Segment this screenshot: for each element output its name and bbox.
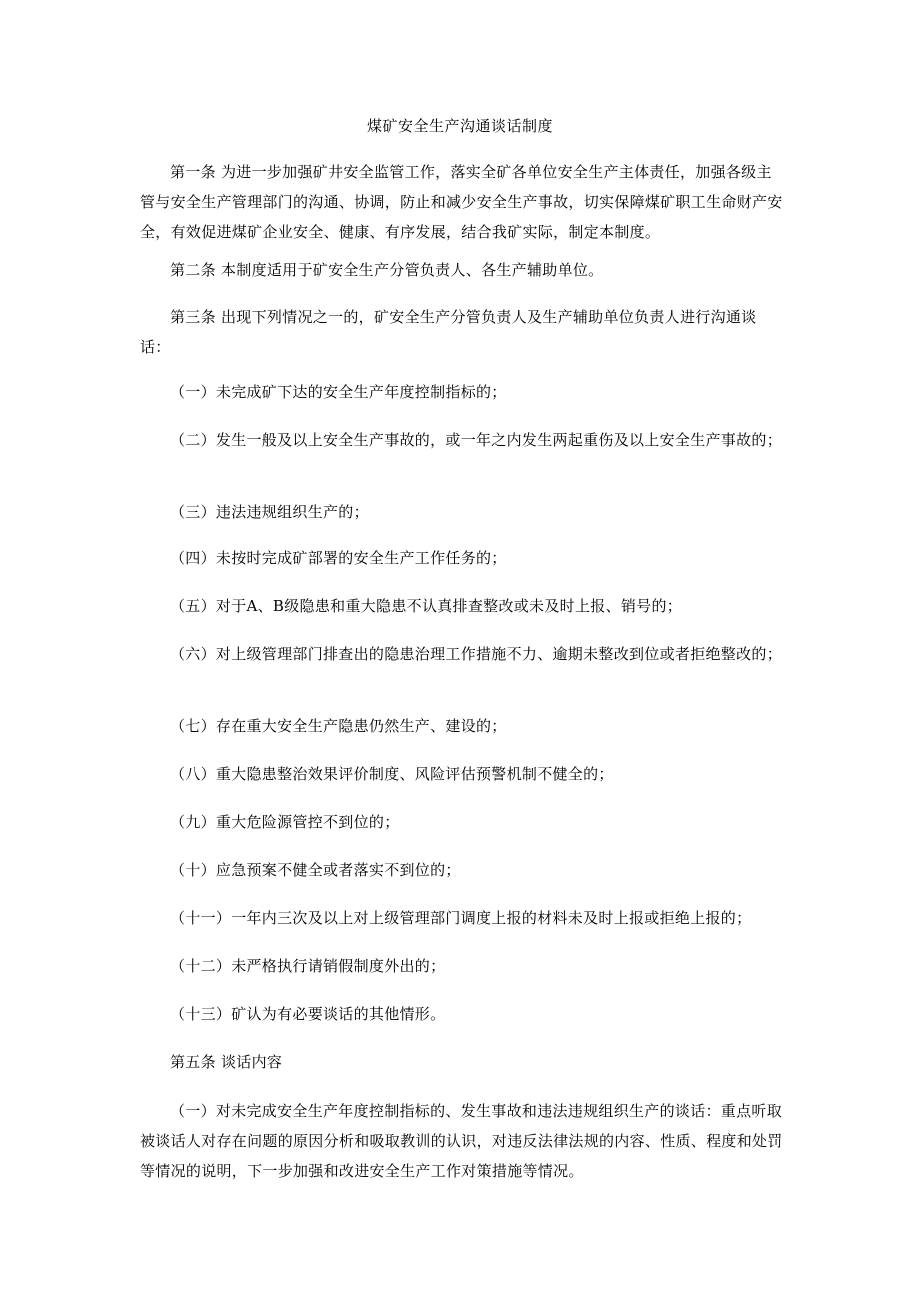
article-1-paragraph: 第一条 为进一步加强矿井安全监管工作，落实全矿各单位安全生产主体责任，加强各级主管与安全生产管理部门的沟通、协调，防止和减少安全生产事故，切实保障煤矿职工生命财产安全，有效促进煤矿企业安全、健康、有序发展，结合我矿实际，制定本制度。 — [140, 163, 783, 241]
list-item-9: （九）重大危险源管控不到位的； — [170, 813, 400, 831]
list-item-6: （六）对上级管理部门排查出的隐患治理工作措施不力、逾期未整改到位或者拒绝整改的； — [170, 645, 783, 663]
list-item-13: （十三）矿认为有必要谈话的其他情形。 — [170, 1005, 446, 1023]
list-item-11: （十一）一年内三次及以上对上级管理部门调度上报的材料未及时上报或拒绝上报的； — [170, 909, 752, 927]
list-item-12: （十二）未严格执行请销假制度外出的； — [170, 957, 446, 975]
list-item-7: （七）存在重大安全生产隐患仍然生产、建设的； — [170, 717, 507, 735]
document-title: 煤矿安全生产沟通谈话制度 — [366, 117, 553, 135]
list-item-8: （八）重大隐患整治效果评价制度、风险评估预警机制不健全的； — [170, 765, 614, 783]
list-item-2: （二）发生一般及以上安全生产事故的，或一年之内发生两起重伤及以上安全生产事故的； — [170, 431, 783, 449]
article-5-heading: 第五条 谈话内容 — [170, 1053, 283, 1071]
list-item-3: （三）违法违规组织生产的； — [170, 503, 369, 521]
list-item-5: （五）对于A、B级隐患和重大隐患不认真排查整改或未及时上报、销号的； — [170, 597, 683, 615]
article-2-paragraph: 第二条 本制度适用于矿安全生产分管负责人、各生产辅助单位。 — [170, 261, 604, 279]
list-item-1: （一）未完成矿下达的安全生产年度控制指标的； — [170, 383, 507, 401]
list-item-4: （四）未按时完成矿部署的安全生产工作任务的； — [170, 549, 507, 567]
list-item-10: （十）应急预案不健全或者落实不到位的； — [170, 861, 461, 879]
article-5-item-1: （一）对未完成安全生产年度控制指标的、发生事故和违法违规组织生产的谈话：重点听取被谈话人对存在问题的原因分析和吸取教训的认识，对违反法律法规的内容、性质、程度和处罚等情况的说明，下一步加强和改进安全生产工作对策措施等情况。 — [140, 1102, 783, 1180]
article-3-paragraph: 第三条 出现下列情况之一的，矿安全生产分管负责人及生产辅助单位负责人进行沟通谈话： — [140, 308, 757, 356]
